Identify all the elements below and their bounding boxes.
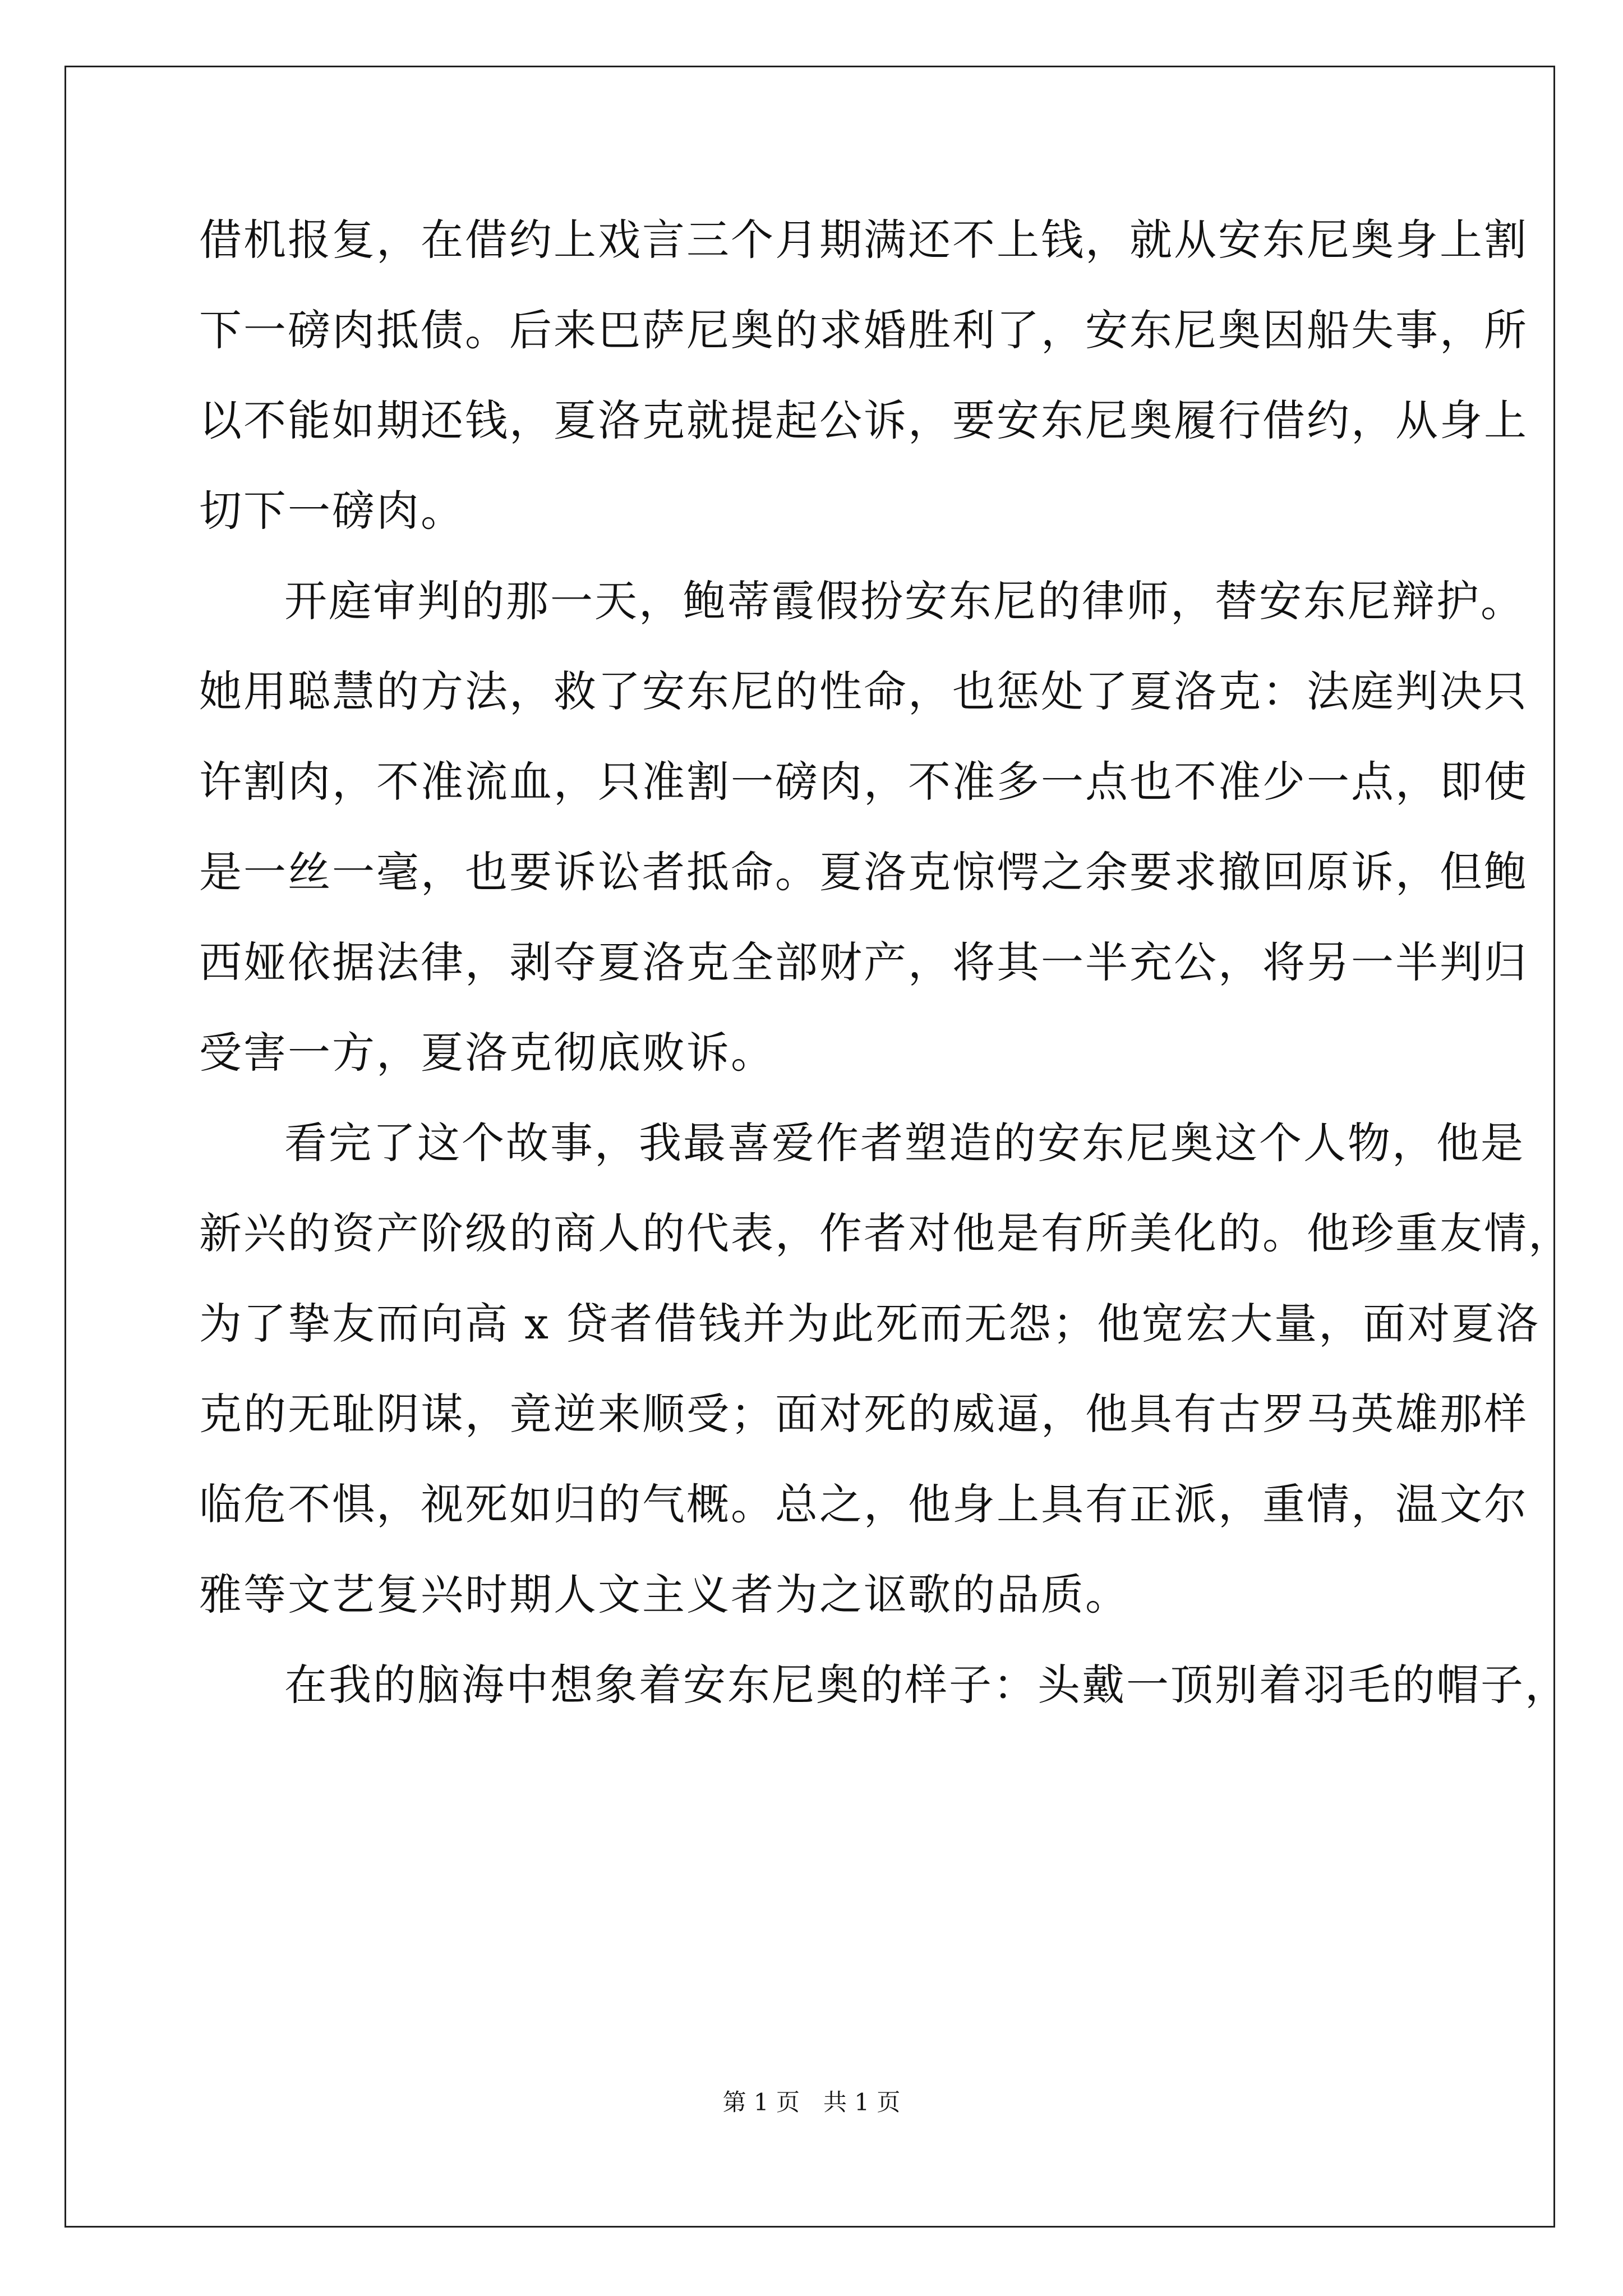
paragraph-first-line: 开庭审判的那一天，鲍蒂霞假扮安东尼的律师，替安东尼辩护。 xyxy=(284,576,1525,626)
text-line: 受害一方，夏洛克彻底败诉。 xyxy=(199,1028,775,1078)
text-line: 以不能如期还钱，夏洛克就提起公诉，要安东尼奥履行借约，从身上 xyxy=(199,395,1528,445)
page-number-footer: 第 1 页 共 1 页 xyxy=(722,2088,901,2116)
text-line: 西娅依据法律，剥夺夏洛克全部财产，将其一半充公，将另一半判归 xyxy=(199,937,1528,987)
text-line: 许割肉，不准流血，只准割一磅肉，不准多一点也不准少一点，即使 xyxy=(199,757,1528,807)
paragraph-first-line: 看完了这个故事，我最喜爱作者塑造的安东尼奥这个人物，他是 xyxy=(284,1118,1525,1168)
text-line: 临危不惧，视死如归的气概。总之，他身上具有正派，重情，温文尔 xyxy=(199,1479,1528,1529)
text-line: 她用聪慧的方法，救了安东尼的性命，也惩处了夏洛克：法庭判决只 xyxy=(199,666,1528,716)
text-line: 切下一磅肉。 xyxy=(199,486,465,536)
text-line: 为了挚友而向高 x 贷者借钱并为此死而无怨；他宽宏大量，面对夏洛 xyxy=(199,1299,1541,1349)
text-line: 借机报复，在借约上戏言三个月期满还不上钱，就从安东尼奥身上割 xyxy=(199,215,1528,265)
text-line: 是一丝一毫，也要诉讼者抵命。夏洛克惊愕之余要求撤回原诉，但鲍 xyxy=(199,847,1528,897)
text-line: 新兴的资产阶级的商人的代表，作者对他是有所美化的。他珍重友情， xyxy=(199,1208,1573,1258)
text-line: 雅等文艺复兴时期人文主义者为之讴歌的品质。 xyxy=(199,1570,1129,1619)
text-line: 下一磅肉抵债。后来巴萨尼奥的求婚胜利了，安东尼奥因船失事，所 xyxy=(199,305,1528,355)
paragraph-first-line: 在我的脑海中想象着安东尼奥的样子：头戴一顶别着羽毛的帽子， xyxy=(284,1660,1569,1710)
text-line: 克的无耻阴谋，竟逆来顺受；面对死的威逼，他具有古罗马英雄那样 xyxy=(199,1389,1528,1439)
